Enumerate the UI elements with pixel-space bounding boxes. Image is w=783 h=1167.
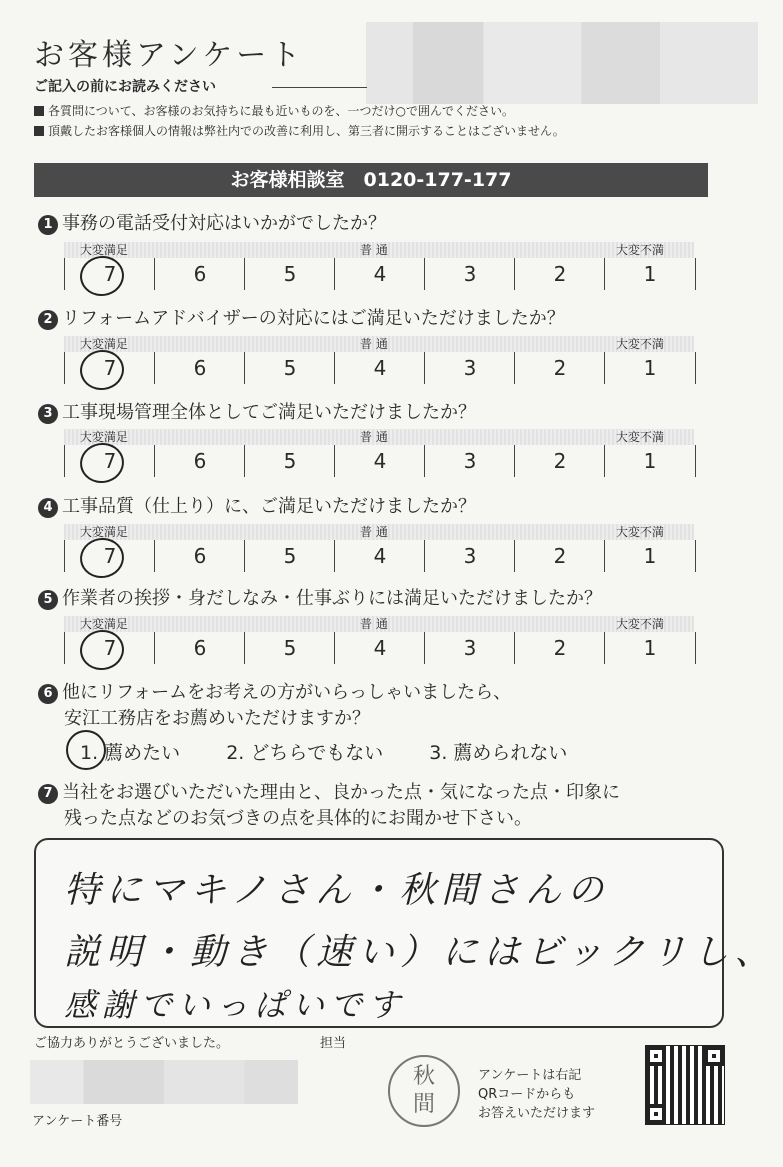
- question-4: 4 工事品質（仕上り）に、ご満足いただけましたか？: [38, 492, 476, 518]
- comment-line-2: 説明・動き（速い）にはビックリし、: [64, 932, 777, 973]
- option-neutral[interactable]: 2. どちらでもない: [226, 742, 384, 764]
- rating-2[interactable]: 2: [514, 632, 605, 664]
- rating-7[interactable]: 7: [64, 352, 155, 384]
- survey-title: お客様アンケート: [34, 38, 305, 73]
- qr-code-icon[interactable]: [646, 1046, 724, 1124]
- rating-3[interactable]: 3: [424, 445, 515, 477]
- rating-1[interactable]: 1: [604, 445, 696, 477]
- redacted-area: [30, 1060, 298, 1104]
- recommend-options: [80, 738, 607, 765]
- option-not-recommend[interactable]: 3. 薦められない: [429, 742, 568, 764]
- rating-6[interactable]: 6: [154, 445, 245, 477]
- question-5: 5 作業者の挨拶・身だしなみ・仕事ぶりには満足いただけましたか？: [38, 584, 602, 610]
- name-stamp: 秋 間: [388, 1055, 460, 1127]
- notice-2: 頂戴したお客様個人の情報は弊社内での改善に利用し、第三者に開示することはございません。: [34, 122, 565, 139]
- rating-5[interactable]: 5: [244, 632, 335, 664]
- question-6: 6 他にリフォームをお考えの方がいらっしゃいましたら、: [38, 678, 511, 704]
- rating-2[interactable]: 2: [514, 258, 605, 290]
- support-banner: お客様相談室 0120-177-177: [34, 163, 708, 197]
- rating-6[interactable]: 6: [154, 632, 245, 664]
- rating-7[interactable]: 7: [64, 632, 155, 664]
- rating-7[interactable]: 7: [64, 540, 155, 572]
- square-bullet-icon: [34, 106, 44, 116]
- rating-4[interactable]: 4: [334, 540, 425, 572]
- rating-7[interactable]: 7: [64, 445, 155, 477]
- rating-5[interactable]: 5: [244, 258, 335, 290]
- rating-4[interactable]: 4: [334, 258, 425, 290]
- comment-line-3: 感謝でいっぱいです: [64, 986, 407, 1024]
- notice-1: 各質問について、お客様のお気持ちに最も近いものを、一つだけ○で囲んでください。: [34, 102, 514, 119]
- rating-scale-5[interactable]: 大変満足 普 通 大変不満 7 6 5 4 3 2 1: [64, 616, 694, 666]
- rating-4[interactable]: 4: [334, 445, 425, 477]
- rating-6[interactable]: 6: [154, 258, 245, 290]
- rating-4[interactable]: 4: [334, 632, 425, 664]
- tanto-label: 担当: [320, 1036, 347, 1051]
- option-recommend[interactable]: 1. 薦めたい: [80, 742, 181, 764]
- rating-1[interactable]: 1: [604, 540, 696, 572]
- question-7: 7 当社をお選びいただいた理由と、良かった点・気になった点・印象に: [38, 778, 620, 804]
- rating-5[interactable]: 5: [244, 352, 335, 384]
- rating-scale-4[interactable]: 大変満足 普 通 大変不満 7 6 5 4 3 2 1: [64, 524, 694, 574]
- redacted-area: [366, 22, 758, 104]
- comment-box[interactable]: [34, 838, 777, 1028]
- rating-6[interactable]: 6: [154, 352, 245, 384]
- rating-7[interactable]: 7: [64, 258, 155, 290]
- rating-5[interactable]: 5: [244, 445, 335, 477]
- rating-3[interactable]: 3: [424, 632, 515, 664]
- pre-read-title: ご記入の前にお読みください: [34, 79, 216, 95]
- rating-scale-3[interactable]: 大変満足 普 通 大変不満 7 6 5 4 3 2 1: [64, 429, 694, 479]
- rating-4[interactable]: 4: [334, 352, 425, 384]
- divider: [272, 87, 367, 88]
- question-7-line2: 残った点などのお気づきの点を具体的にお聞かせ下さい。: [64, 808, 532, 829]
- thanks-text: ご協力ありがとうございました。: [34, 1036, 230, 1051]
- rating-2[interactable]: 2: [514, 445, 605, 477]
- rating-1[interactable]: 1: [604, 632, 696, 664]
- question-6-line2: 安江工務店をお薦めいただけますか？: [64, 708, 370, 729]
- question-1: 1 事務の電話受付対応はいかがでしたか？: [38, 209, 386, 235]
- comment-line-1: 特にマキノさん・秋間さんの: [64, 870, 610, 911]
- question-3: 3 工事現場管理全体としてご満足いただけましたか？: [38, 398, 476, 424]
- rating-3[interactable]: 3: [424, 352, 515, 384]
- rating-3[interactable]: 3: [424, 540, 515, 572]
- question-2: 2 リフォームアドバイザーの対応にはご満足いただけましたか？: [38, 304, 565, 330]
- rating-2[interactable]: 2: [514, 352, 605, 384]
- rating-2[interactable]: 2: [514, 540, 605, 572]
- rating-scale-1[interactable]: 大変満足 普 通 大変不満 7 6 5 4 3 2 1: [64, 242, 694, 292]
- rating-5[interactable]: 5: [244, 540, 335, 572]
- rating-3[interactable]: 3: [424, 258, 515, 290]
- rating-1[interactable]: 1: [604, 352, 696, 384]
- qr-note: アンケートは右記 QRコードからも お答えいただけます: [478, 1068, 596, 1121]
- rating-1[interactable]: 1: [604, 258, 696, 290]
- square-bullet-icon: [34, 126, 44, 136]
- survey-number-label: アンケート番号: [32, 1114, 123, 1129]
- rating-scale-2[interactable]: 大変満足 普 通 大変不満 7 6 5 4 3 2 1: [64, 336, 694, 386]
- rating-6[interactable]: 6: [154, 540, 245, 572]
